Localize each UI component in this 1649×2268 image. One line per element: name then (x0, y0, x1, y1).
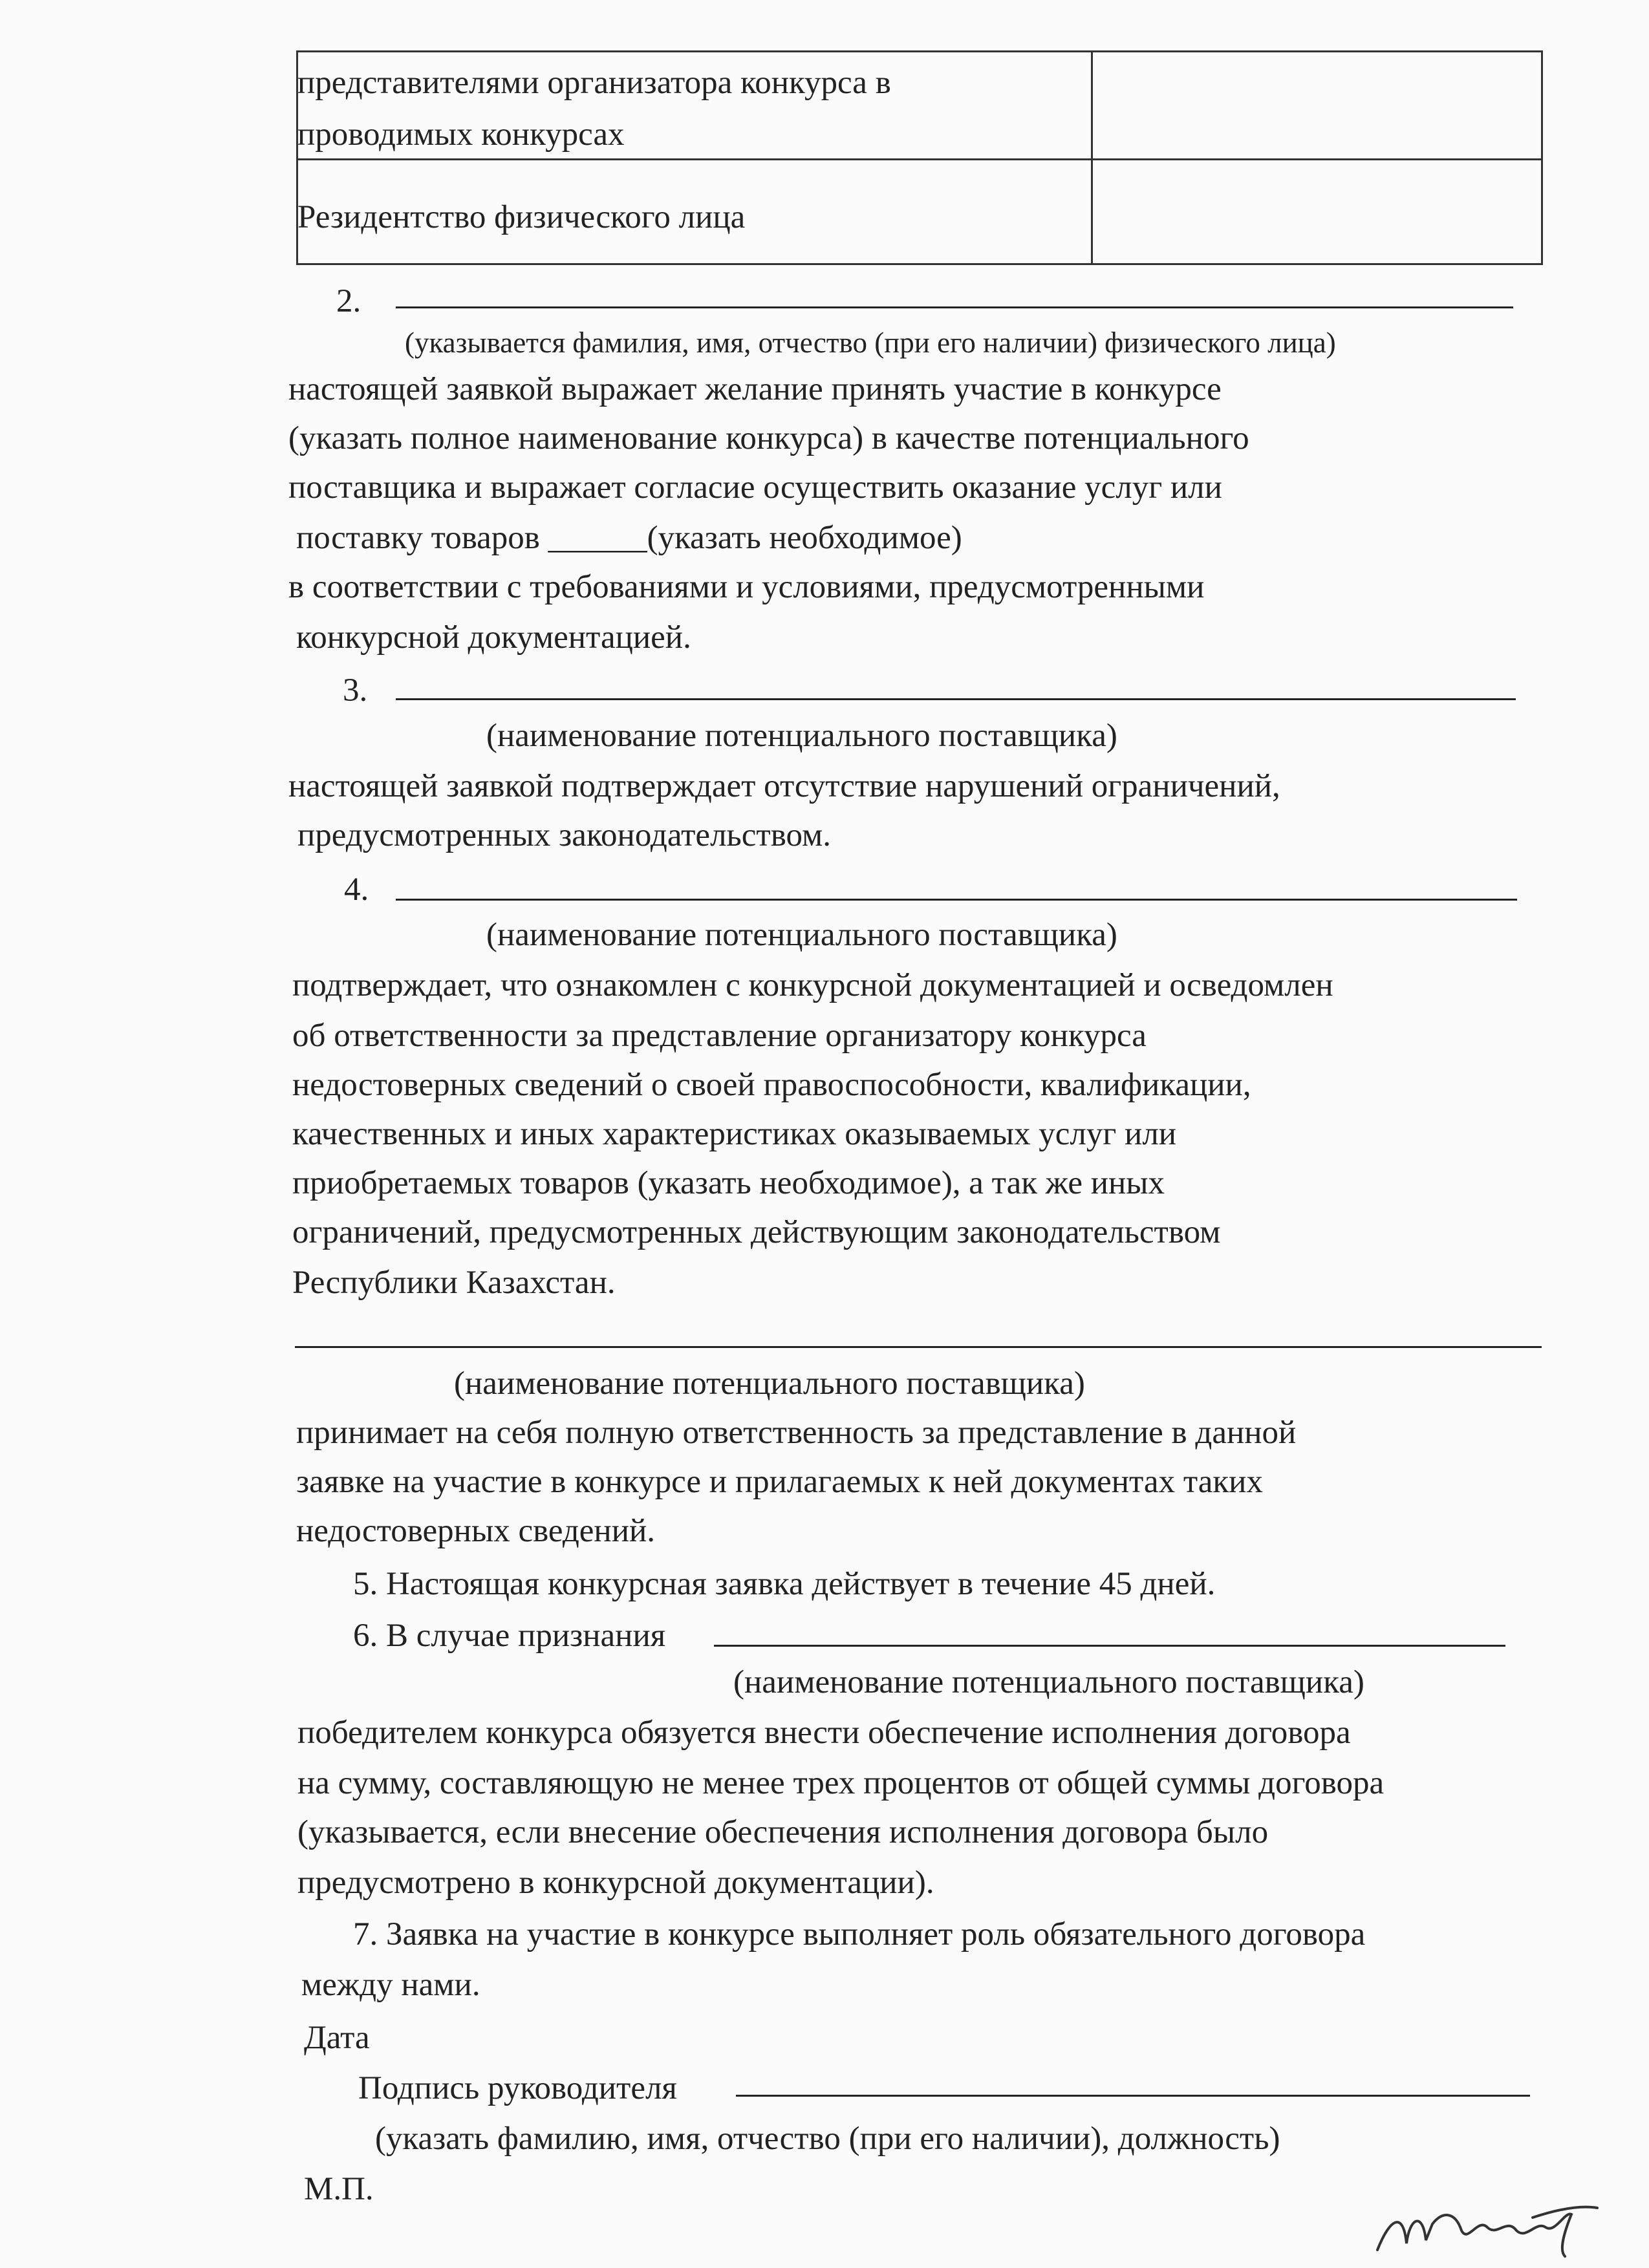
table-column-divider (1091, 52, 1093, 263)
item-2-line-1: настоящей заявкой выражает желание принять участие в конкурсе (288, 371, 1222, 407)
item-4b-line-2: заявке на участие в конкурсе и прилагаемых к ней документах таких (296, 1464, 1263, 1500)
item-2-line-4: поставку товаров ______(указать необходимое) (296, 520, 962, 556)
item-4-line-4: качественных и иных характеристиках оказываемых услуг или (292, 1116, 1177, 1152)
item-6-caption: (наименование потенциального поставщика) (733, 1664, 1364, 1700)
stamp-label: М.П. (304, 2171, 374, 2207)
item-2-blank-line (396, 306, 1513, 308)
item-4-blank-line (396, 899, 1517, 901)
item-3-caption: (наименование потенциального поставщика) (486, 718, 1117, 754)
item-3-blank-line (396, 698, 1516, 700)
table-row-1-label-line-1: представителями организатора конкурса в (297, 65, 891, 101)
item-2-line-3: поставщика и выражает согласие осуществить оказание услуг или (288, 469, 1222, 506)
item-4-line-3: недостоверных сведений о своей правоспособности, квалификации, (292, 1067, 1251, 1103)
item-4-caption: (наименование потенциального поставщика) (486, 917, 1117, 953)
item-6-line-4: предусмотрено в конкурсной документации). (297, 1865, 934, 1901)
item-7-line-2: между нами. (301, 1967, 480, 2003)
supplier-blank-line (295, 1346, 1542, 1348)
table-row-1-label-line-2: проводимых конкурсах (297, 116, 625, 153)
item-3-line-1: настоящей заявкой подтверждает отсутствие нарушений ограничений, (288, 768, 1280, 804)
item-6-line-1: победителем конкурса обязуется внести обеспечение исполнения договора (297, 1715, 1351, 1751)
item-4-line-1: подтверждает, что ознакомлен с конкурсной документацией и осведомлен (292, 967, 1333, 1003)
item-6-line-3: (указывается, если внесение обеспечения исполнения договора было (297, 1814, 1269, 1850)
item-2-caption: (указывается фамилия, имя, отчество (при его наличии) физического лица) (405, 326, 1336, 359)
signature-label: Подпись руководителя (358, 2070, 677, 2106)
scan-shadow (0, 0, 12, 336)
item-4b-caption: (наименование потенциального поставщика) (454, 1365, 1085, 1402)
item-4-number: 4. (344, 872, 369, 908)
item-3-number: 3. (343, 672, 368, 709)
item-2-number: 2. (336, 283, 361, 319)
item-6-text: 6. В случае признания (353, 1618, 666, 1654)
item-2-line-2: (указать полное наименование конкурса) в качестве потенциального (288, 420, 1249, 456)
signature-caption: (указать фамилию, имя, отчество (при его наличии), должность) (375, 2121, 1280, 2157)
date-label: Дата (304, 2020, 370, 2056)
item-4b-line-1: принимает на себя полную ответственность за представление в данной (296, 1415, 1297, 1451)
item-4-line-7: Республики Казахстан. (292, 1265, 616, 1301)
item-2-line-6: конкурсной документацией. (296, 619, 691, 656)
item-4-line-5: приобретаемых товаров (указать необходимое), а так же иных (292, 1165, 1165, 1201)
item-7-line-1: 7. Заявка на участие в конкурсе выполняет роль обязательного договора (353, 1916, 1366, 1952)
table-row-divider (298, 158, 1541, 160)
item-4b-line-3: недостоверных сведений. (296, 1513, 656, 1549)
signature-blank-line (736, 2095, 1530, 2097)
item-6-line-2: на сумму, составляющую не менее трех процентов от общей суммы договора (297, 1765, 1385, 1801)
item-4-line-2: об ответственности за представление организатору конкурса (292, 1018, 1147, 1054)
handwritten-signature (1371, 2192, 1604, 2263)
item-6-blank-line (714, 1645, 1505, 1647)
table-row-2-label: Резидентство физического лица (297, 199, 746, 235)
item-2-line-5: в соответствии с требованиями и условиями, предусмотренными (288, 569, 1205, 605)
item-5-text: 5. Настоящая конкурсная заявка действует в течение 45 дней. (353, 1566, 1216, 1602)
item-4-line-6: ограничений, предусмотренных действующим законодательством (292, 1214, 1221, 1250)
item-3-line-2: предусмотренных законодательством. (297, 817, 831, 853)
